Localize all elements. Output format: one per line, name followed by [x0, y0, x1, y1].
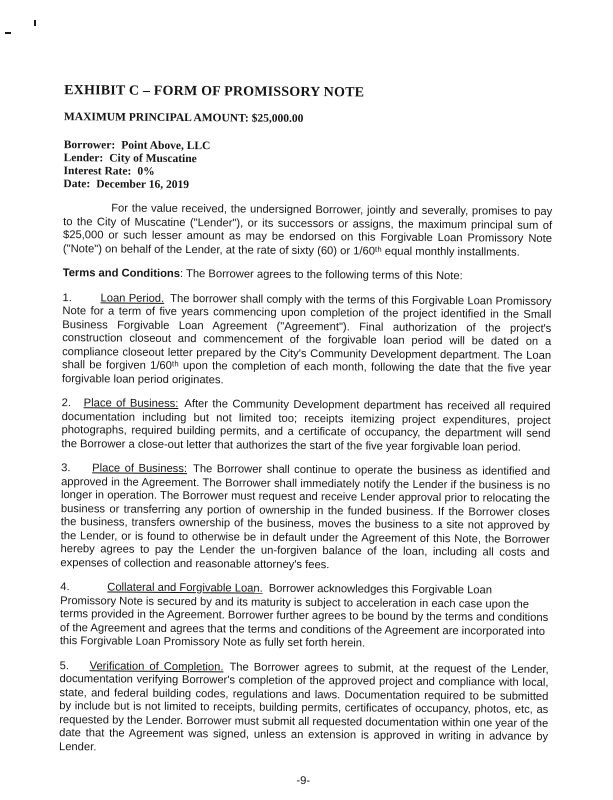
date-value: December 16, 2019 [96, 178, 190, 192]
term-item-collateral [60, 581, 550, 652]
term-item-loan-period [62, 292, 552, 390]
item-number: 3. [61, 462, 71, 475]
intro-paragraph: For the value received, the undersigned Borrower, jointly and severally, promises to pay to the City of Muscatine ("Lender"), or its successors or assigns, the maximum principal sum of $25,000 or such lesser amount as may be endorsed on this Forgivable Loan Promissory Note ("Note") on behalf of the Lender, at the rate of sixty (60) or 1/60ᵗʰ equal monthly installments. [62, 202, 553, 259]
item-heading: Verification of Completion. [89, 659, 224, 673]
info-block [63, 139, 552, 195]
page-number: -9- [296, 774, 311, 788]
item-heading: Collateral and Forgivable Loan. [107, 581, 263, 595]
item-number: 5. [59, 659, 70, 672]
item-number: 1. [62, 291, 72, 304]
terms-text: : The Borrower agrees to the following terms of this Note: [179, 268, 463, 283]
info-line-date [63, 178, 552, 195]
borrower-value: Point Above, LLC [121, 139, 211, 153]
item-body: After the Community Development department has received all required documentation including but not limited too; receipts itemizing project expenditures, project photographs, required building permits, and a certificate of occupancy, the department will send the Borrower a close-out letter that authorizes the start of the five year forgivable loan period. [61, 398, 551, 454]
item-number: 2. [61, 397, 72, 410]
lender-value: City of Muscatine [109, 152, 197, 166]
scan-artifact-tick [34, 20, 36, 26]
term-item-verification [59, 660, 549, 758]
item-body: Borrower acknowledges this Forgivable Loan Promissory Note is secured by and its maturity is subject to acceleration in each case upon the terms provided in the Agreement. Borrower further agrees to be bound by the terms and conditions of the Agreement and agrees that the terms and conditions of the Agreement are incorporated into this Forgivable Loan Promissory Note as fully set forth herein. [59, 582, 549, 650]
item-body: The Borrower agrees to submit, at the request of the Lender, documentation verifying Borrower's completion of the approved project and compliance with local, state, and federal building codes, regulations and laws. Documentation required to be submitted by include but is not limited to receipts, building permits, certificates of occupancy, photos, etc, as requested by the Lender. Borrower must submit all requested documentation within one year of the date that the Agreement was signed, unless an extension is approved in writing in advance by Lender. [58, 660, 549, 753]
max-principal-line: MAXIMUM PRINCIPAL AMOUNT: $25,000.00 [63, 110, 304, 125]
interest-rate-label: Interest Rate: [63, 165, 132, 178]
item-number: 4. [60, 581, 70, 594]
lender-label: Lender: [63, 152, 104, 165]
item-heading: Place of Business: [83, 397, 179, 410]
item-heading: Loan Period. [100, 291, 165, 305]
scan-artifact-dash [5, 32, 11, 34]
term-item-place-of-business-2 [60, 462, 550, 574]
terms-line [63, 267, 552, 284]
item-body: The Borrower shall continue to operate the business as identified and approved in the Agreement. The Borrower shall immediately notify the Lender if the business is no longer in operation. The Borrower must request and receive Lender approval prior to relocating the business or transferring any portion of ownership in the funded business. If the Borrower closes the business, transfers ownership of the business, moves the business to a site not approved by the Lender, or is found to otherwise be in default under the Agreement of this Note, the Borrower hereby agrees to pay the Lender the un-forgiven balance of the loan, including all costs and expenses of collection and reasonable attorney's fees. [60, 463, 551, 571]
item-heading: Place of Business: [92, 462, 188, 476]
item-body: The borrower shall comply with the terms of this Forgivable Loan Promissory Note for a term of five years commencing upon completion of the project identified in the Small Business Forgivable Loan Agreement ("Agreement"). Final authorization of the project's construction closeout and commencement of the forgivable loan period will be dated on a compliance closeout letter prepared by the City's Community Development department. The Loan shall be forgiven 1/60ᵗʰ upon the completion of each month, following the date that the five year forgivable loan period originates. [61, 292, 552, 386]
date-label: Date: [63, 178, 91, 191]
interest-rate-value: 0% [137, 165, 155, 178]
document-title: EXHIBIT C – FORM OF PROMISSORY NOTE [64, 83, 365, 101]
borrower-label: Borrower: [63, 139, 116, 152]
document-content [59, 84, 554, 790]
terms-label: Terms and Conditions [62, 267, 181, 281]
term-item-place-of-business-1 [61, 397, 550, 455]
